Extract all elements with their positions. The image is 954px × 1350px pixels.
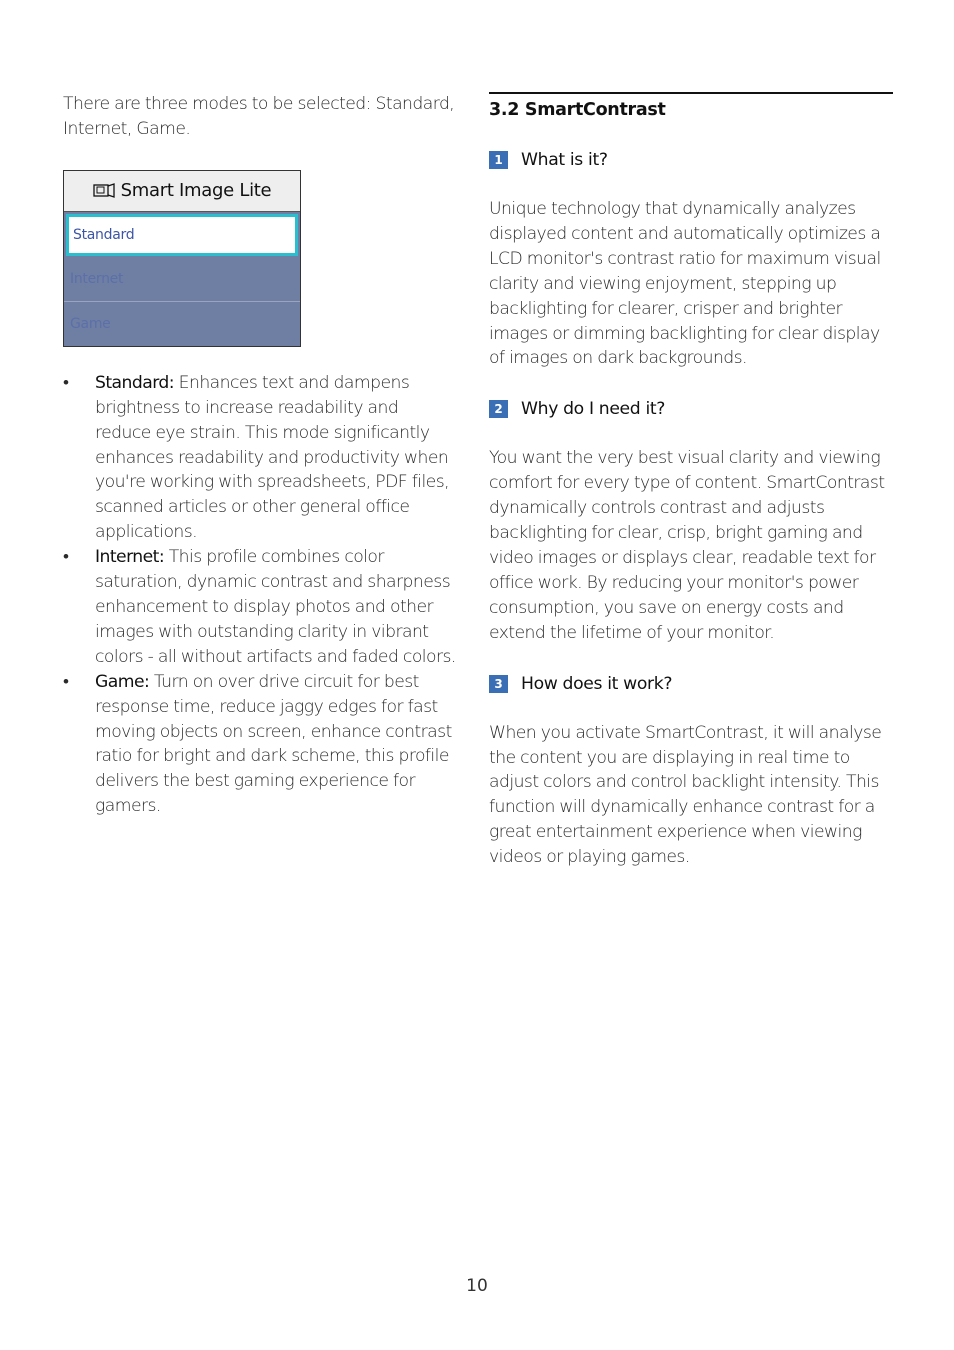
step-title: What is it?	[521, 150, 608, 170]
osd-item-standard[interactable]: Standard	[66, 214, 298, 256]
osd-item-internet[interactable]: Internet	[64, 258, 300, 302]
step-title: How does it work?	[521, 673, 673, 694]
osd-item-game[interactable]: Game	[70, 315, 111, 332]
left-column	[63, 92, 458, 819]
bullet-dot: •	[63, 372, 69, 393]
step-heading-2	[489, 397, 893, 421]
list-item	[63, 545, 458, 670]
osd-header	[64, 171, 300, 212]
step-title: Why do I need it?	[521, 399, 666, 420]
step-heading-1	[489, 148, 893, 172]
section-rule	[489, 92, 893, 94]
right-column	[489, 92, 893, 870]
smart-image-icon	[93, 182, 117, 200]
bullet-dot: •	[63, 547, 69, 568]
osd-title: Smart Image Lite	[120, 180, 272, 202]
bullet-text: Turn on over drive circuit for best response time, reduce jaggy edges for fast moving objects on screen, enhance contrast ratio for bright and dark scheme, this profile delivers the best gaming experience for gamers.	[95, 671, 452, 817]
intro-text: There are three modes to be selected: Standard, Internet, Game.	[63, 94, 455, 139]
step-number-badge: 3	[489, 675, 508, 693]
step-number-badge: 1	[489, 151, 508, 169]
step-number-badge: 2	[489, 400, 508, 418]
step-body: When you activate SmartContrast, it will analyse the content you are displaying in real time to adjust colors and control backlight intensity. This function will dynamically enhance contrast for a great entertainment experience when viewing videos or playing games.	[489, 722, 882, 868]
bullet-text: Enhances text and dampens brightness to increase readability and reduce eye strain. This mode significantly enhances readability and productivity when you're working with spreadsheets, PDF files, scanned articles or other general office applications.	[95, 372, 450, 543]
mode-list	[63, 371, 458, 819]
bullet-text: This profile combines color saturation, dynamic contrast and sharpness enhancement to display photos and other images with outstanding clarity in vibrant colors - all without artifacts and faded colors.	[95, 547, 456, 667]
bullet-dot: •	[63, 671, 69, 692]
bullet-term: Standard:	[95, 372, 175, 393]
smart-image-lite-menu	[63, 170, 301, 347]
bullet-term: Game:	[95, 671, 150, 692]
list-item	[63, 371, 458, 545]
step-body: You want the very best visual clarity and viewing comfort for every type of content. SmartContrast dynamically controls contrast and adjusts backlighting for clear, crisp, bright gaming and video images or displays clear, readable text for office work. By reducing your monitor's power consumption, you save on energy costs and extend the lifetime of your monitor.	[489, 448, 885, 643]
step-heading-3	[489, 672, 893, 696]
section-title: 3.2 SmartContrast	[489, 100, 666, 120]
list-item	[63, 670, 458, 819]
page-number: 10	[466, 1276, 488, 1296]
bullet-term: Internet:	[95, 547, 165, 568]
step-body: Unique technology that dynamically analyzes displayed content and automatically optimizes a LCD monitor's contrast ratio for maximum visual clarity and viewing enjoyment, stepping up backlighting for clearer, crisper and brighter images or dimming backlighting for clear display of images on dark backgrounds.	[489, 199, 881, 369]
